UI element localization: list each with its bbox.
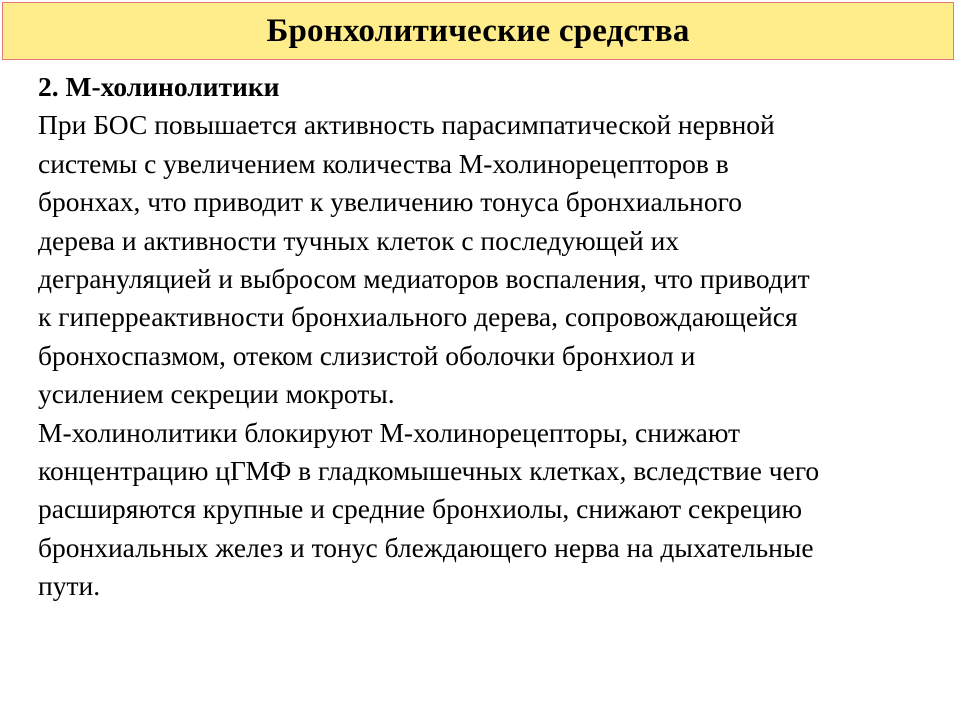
paragraph-1-line: бронхоспазмом, отеком слизистой оболочки бронхиол и	[38, 339, 696, 371]
paragraph-2	[38, 414, 950, 606]
paragraph-1	[38, 106, 950, 413]
paragraph-1-line: бронхах, что приводит к увеличению тонуса бронхиального	[38, 186, 742, 218]
paragraph-2-line: концентрацию цГМФ в гладкомышечных клетках, вследствие чего	[38, 455, 820, 487]
paragraph-1-line: усилением секреции мокроты.	[38, 378, 395, 410]
paragraph-1-line: к гиперреактивности бронхиального дерева, сопровождающейся	[38, 301, 798, 333]
paragraph-2-line: расширяются крупные и средние бронхиолы, снижают секрецию	[38, 493, 803, 525]
paragraph-1-line: дерева и активности тучных клеток с последующей их	[38, 224, 680, 256]
slide-title: Бронхолитические средства	[266, 12, 690, 49]
section-heading: 2. М-холинолитики	[38, 71, 280, 102]
paragraph-2-line: пути.	[38, 570, 101, 602]
slide-content	[38, 68, 950, 606]
paragraph-1-line: дегрануляцией и выбросом медиаторов воспаления, что приводит	[38, 263, 810, 295]
paragraph-1-line: При БОС повышается активность парасимпатической нервной	[38, 109, 775, 141]
paragraph-2-line: бронхиальных желез и тонус блеждающего нерва на дыхательные	[38, 531, 814, 563]
paragraph-1-line: системы с увеличением количества М-холинорецепторов в	[38, 147, 729, 179]
slide-title-box	[2, 2, 954, 60]
paragraph-2-line: М-холинолитики блокируют М-холинорецепторы, снижают	[38, 416, 741, 448]
